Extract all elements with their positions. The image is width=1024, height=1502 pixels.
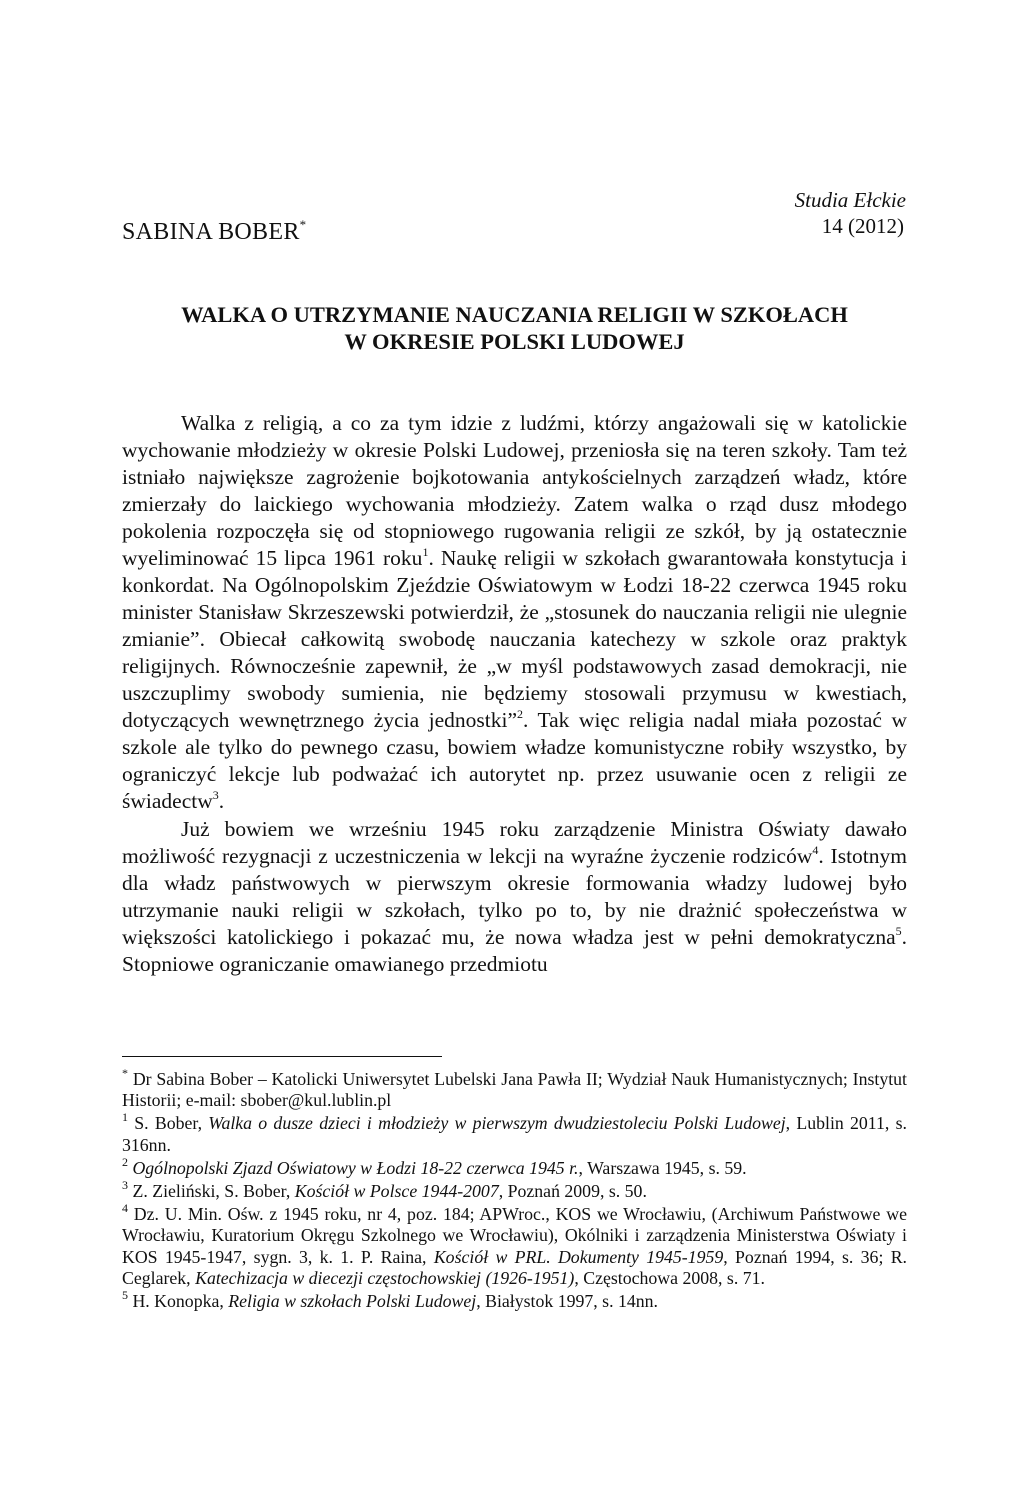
footnote-text: , Białystok 1997, s. 14nn. [476, 1291, 658, 1312]
footnote-title: Kościół w PRL. Dokumenty 1945-1959 [433, 1246, 724, 1267]
article-title [122, 301, 907, 355]
body-paragraph-1 [122, 410, 907, 815]
footnote-text: Z. Zieliński, S. Bober, [132, 1181, 295, 1202]
footnote-2 [122, 1154, 907, 1179]
body-paragraph-2 [122, 816, 907, 978]
author-name-text: SABINA BOBER [122, 219, 300, 245]
footnotes [122, 1066, 907, 1312]
footnote-text: , Lublin 2011, s. 316nn. [122, 1113, 907, 1155]
footnote-title: Kościół w Polsce 1944-2007 [294, 1181, 499, 1202]
footnote-ref-5: 5 [895, 924, 902, 938]
paragraph-text: . [218, 789, 225, 813]
footnote-text: , Poznań 1994, s. 36; R. Ceglarek, [122, 1246, 907, 1288]
footnote-marker: 1 [122, 1110, 128, 1125]
author-name [122, 217, 306, 246]
author-footnote-marker: * [299, 217, 307, 232]
footnote-text: Dr Sabina Bober – Katolicki Uniwersytet Lubelski Jana Pawła II; Wydział Nauk Humanistycznych; Instytut Historii; e-mail: sbober@kul.lublin.pl [122, 1069, 907, 1111]
footnote-title: Walka o dusze dzieci i młodzieży w pierwszym dwudziestoleciu Polski Ludowej [208, 1113, 786, 1134]
footnote-separator [122, 1056, 442, 1057]
footnote-text: S. Bober, [134, 1113, 209, 1134]
footnote-marker: 2 [122, 1154, 128, 1169]
footnote-text: Dz. U. Min. Ośw. z 1945 roku, nr 4, poz. 184; APWroc., KOS we Wrocławiu, (Archiwum Państwowe we Wrocławiu, Kuratorium Okręgu Szkolnego we Wrocławiu), Okólniki i zarządzenia Ministerstwa Oświaty i KOS 1945-1947, sygn. 3, k. 1. P. Raina, [122, 1204, 907, 1267]
article-title-line-2: W OKRESIE POLSKI LUDOWEJ [344, 329, 685, 354]
footnote-marker: 3 [122, 1178, 128, 1193]
paragraph-text: . Naukę religii w szkołach gwarantowała konstytucja i konkordat. Na Ogólnopolskim Zjeździe Oświatowym w Łodzi 18-22 czerwca 1945 roku minister Stanisław Skrzeszewski potwierdził, że „stosunek do nauczania religii nie ulegnie zmianie”. Obiecał całkowitą swobodę nauczania katechezy w szkole oraz praktyk religijnych. Równocześnie zapewnił, że „w myśl podstawowych zasad demokracji, nie uszczuplimy swobody sumienia, nie będziemy stosowali przymusu w kwestiach, dotyczących wewnętrznego życia jednostki” [122, 546, 907, 732]
footnote-4 [122, 1201, 907, 1289]
footnote-marker: * [122, 1066, 128, 1080]
footnote-1 [122, 1110, 907, 1155]
footnote-text: , Poznań 2009, s. 50. [498, 1181, 647, 1202]
journal-name: Studia Ełckie [794, 188, 906, 212]
footnote-5 [122, 1288, 907, 1312]
article-title-line-1: WALKA O UTRZYMANIE NAUCZANIA RELIGII W SZKOŁACH [181, 302, 848, 327]
footnote-title: Katechizacja w diecezji częstochowskiej (1926-1951) [195, 1267, 575, 1288]
footnote-ref-3: 3 [212, 788, 219, 802]
paragraph-text: . Istotnym dla władz państwowych w pierwszym okresie formowania władzy ludowej było utrzymanie nauki religii w szkołach, tylko po to, by nie drażnić społeczeństwa w większości katolickiego i pokazać mu, że nowa władza jest w pełni demokratyczna [122, 844, 907, 949]
footnote-text: H. Konopka, [132, 1291, 229, 1312]
footnote-ref-4: 4 [812, 843, 819, 857]
footnote-text: , Warszawa 1945, s. 59. [578, 1157, 747, 1178]
paragraph-text: Walka z religią, a co za tym idzie z ludźmi, którzy angażowali się w katolickie wychowanie młodzieży w okresie Polski Ludowej, przeniosła się na teren szkoły. Tam też istniało największe zagrożenie bojkotowania antykościelnych zarządzeń władz, które zmierzały do laickiego wychowania młodzieży. Zatem walka o rząd dusz młodego pokolenia rozpoczęła się od stopniowego rugowania religii ze szkół, by ją ostatecznie wyeliminować 15 lipca 1961 roku [122, 411, 907, 570]
footnote-title: Ogólnopolski Zjazd Oświatowy w Łodzi 18-22 czerwca 1945 r. [132, 1157, 579, 1178]
journal-volume: 14 (2012) [821, 214, 904, 238]
journal-header [706, 187, 906, 239]
paragraph-text: . Tak więc religia nadal miała pozostać w szkole ale tylko do pewnego czasu, bowiem władze komunistyczne robiły wszystko, by ograniczyć lekcje lub podważać ich autorytet np. przez usuwanie ocen z religii ze świadectw [122, 708, 907, 813]
paragraph-text: . Stopniowe ograniczanie omawianego przedmiotu [122, 925, 907, 976]
footnote-3 [122, 1178, 907, 1202]
article-body [122, 410, 907, 978]
footnote-marker: 5 [122, 1288, 128, 1303]
footnote-author [122, 1066, 907, 1111]
footnote-marker: 4 [122, 1201, 128, 1216]
footnote-text: , Częstochowa 2008, s. 71. [574, 1267, 765, 1288]
footnote-title: Religia w szkołach Polski Ludowej [228, 1291, 477, 1312]
footnote-ref-2: 2 [517, 707, 524, 721]
paragraph-text: Już bowiem we wrześniu 1945 roku zarządzenie Ministra Oświaty dawało możliwość rezygnacji z uczestniczenia w lekcji na wyraźne życzenie rodziców [122, 817, 907, 868]
footnote-ref-1: 1 [422, 545, 429, 559]
